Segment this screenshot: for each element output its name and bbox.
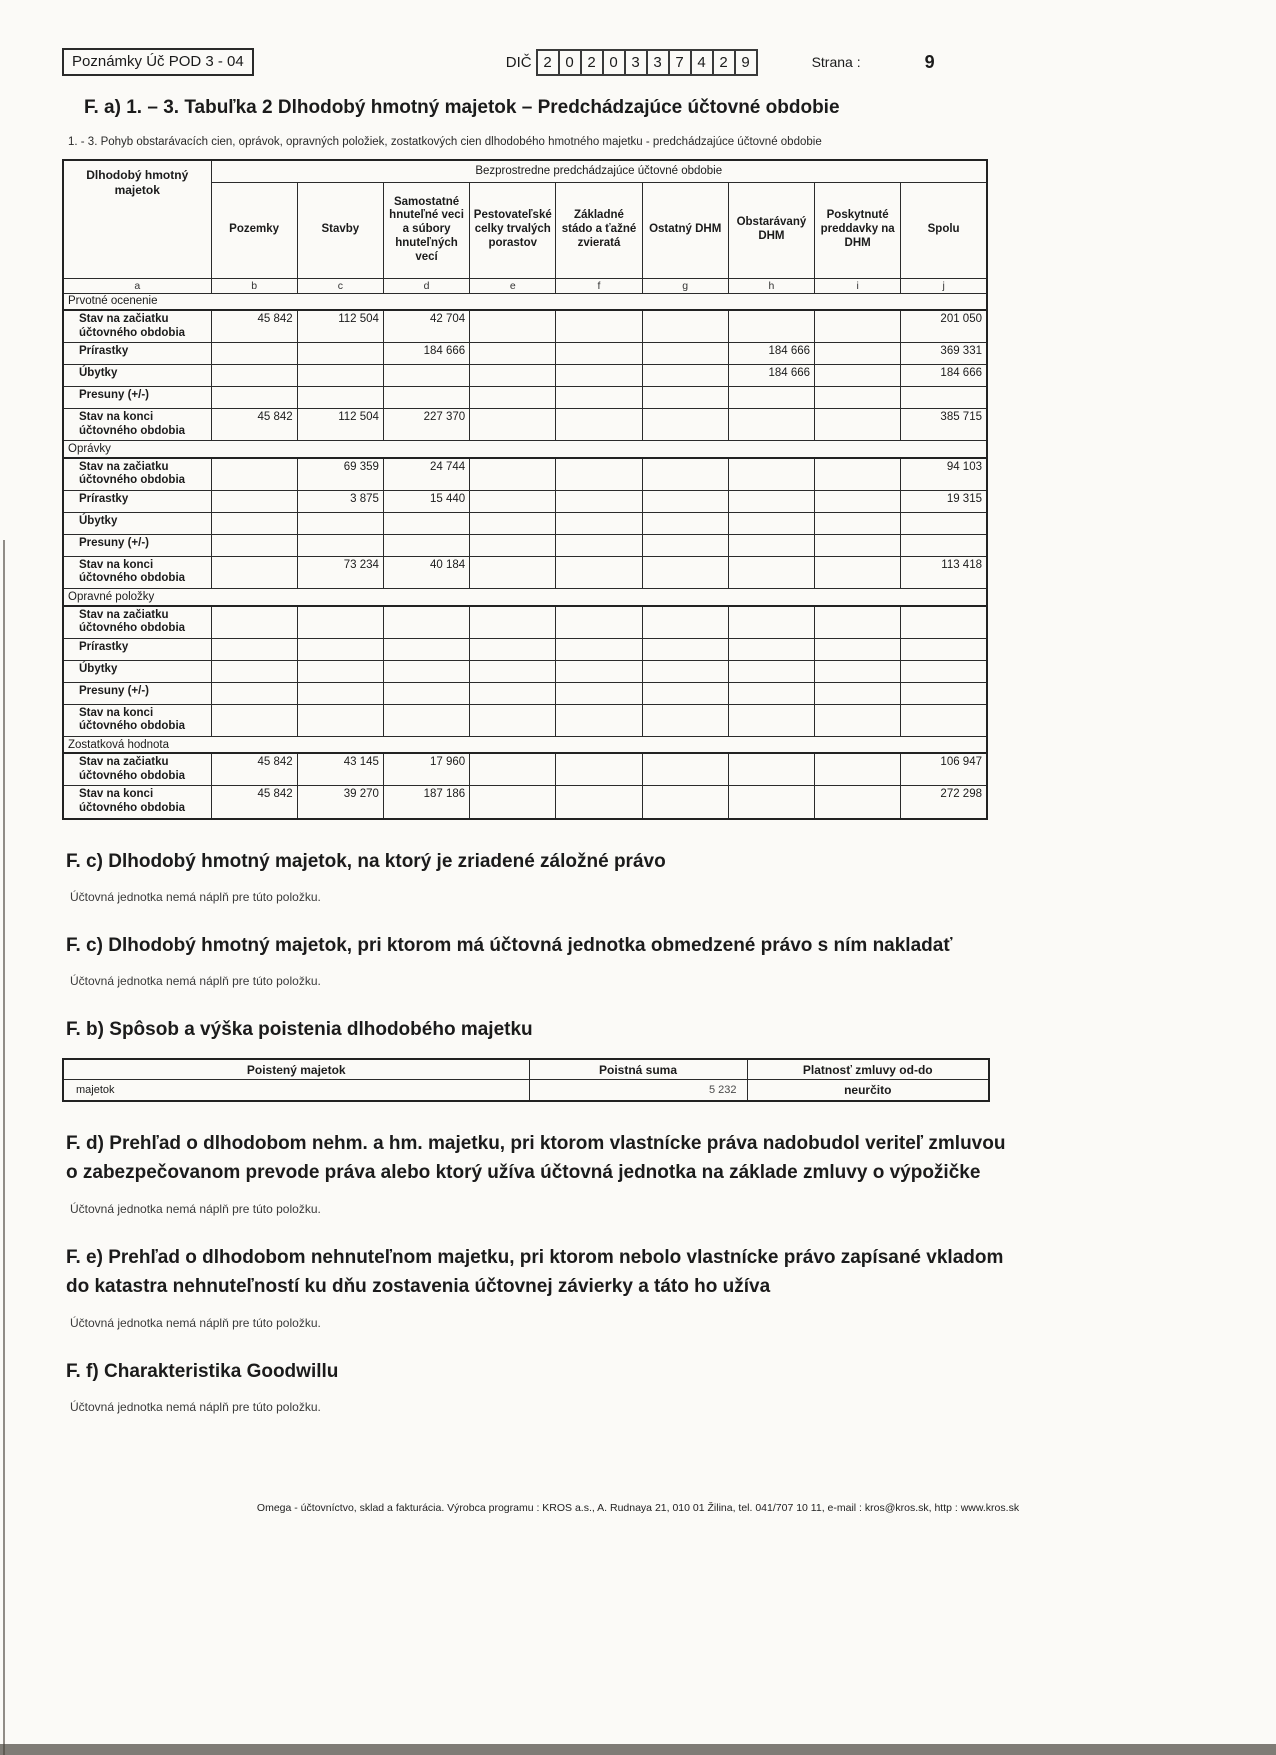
section-row-label: Zostatková hodnota xyxy=(63,736,987,753)
row-label: Stav na začiatku účtovného obdobia xyxy=(63,606,211,639)
table-cell xyxy=(470,365,556,387)
table-row xyxy=(63,534,987,556)
table-cell xyxy=(815,512,901,534)
table-cell xyxy=(470,458,556,491)
table-cell xyxy=(556,556,642,588)
table-cell xyxy=(556,409,642,441)
table-header-row-period xyxy=(63,160,987,182)
table-cell xyxy=(383,682,469,704)
table-cell xyxy=(470,387,556,409)
section-ff-title: F. f) Charakteristika Goodwillu xyxy=(66,1360,339,1382)
dic-digit: 0 xyxy=(602,49,626,76)
table-cell xyxy=(728,534,814,556)
section-ff-note: Účtovná jednotka nemá náplň pre túto položku. xyxy=(70,1400,321,1414)
table-cell xyxy=(642,365,728,387)
table-cell xyxy=(642,682,728,704)
table-cell xyxy=(556,682,642,704)
table-cell: 24 744 xyxy=(383,458,469,491)
insurance-column-header: Poistná suma xyxy=(529,1059,747,1080)
table-cell: 45 842 xyxy=(211,409,297,441)
table-cell xyxy=(815,753,901,786)
table-cell: 369 331 xyxy=(901,343,987,365)
table-cell xyxy=(556,786,642,819)
table-cell xyxy=(901,660,987,682)
section-row xyxy=(63,441,987,458)
table-cell xyxy=(211,704,297,736)
table-cell: 40 184 xyxy=(383,556,469,588)
row-label: Presuny (+/-) xyxy=(63,682,211,704)
table-cell: 112 504 xyxy=(297,310,383,343)
section-fa-subtitle: 1. - 3. Pohyb obstarávacích cien, oprávok, opravných položiek, zostatkových cien dlhodobého hmotného majetku - predchádzajúce účtovné obdobie xyxy=(68,136,822,148)
table-cell xyxy=(815,458,901,491)
insured-asset-cell: majetok xyxy=(63,1080,529,1101)
scan-artifact-bottom-edge xyxy=(0,1744,1276,1755)
table-cell xyxy=(728,660,814,682)
section-fb-title: F. b) Spôsob a výška poistenia dlhodobého majetku xyxy=(66,1019,533,1041)
dic-digit: 0 xyxy=(558,49,582,76)
table-cell xyxy=(211,458,297,491)
row-label: Stav na konci účtovného obdobia xyxy=(63,556,211,588)
section-fc1-title: F. c) Dlhodobý hmotný majetok, na ktorý je zriadené záložné právo xyxy=(66,850,666,872)
table-cell xyxy=(211,534,297,556)
table-cell xyxy=(642,534,728,556)
table-cell: 201 050 xyxy=(901,310,987,343)
table-cell xyxy=(297,365,383,387)
table-cell: 184 666 xyxy=(728,365,814,387)
row-label: Úbytky xyxy=(63,660,211,682)
section-fc2-title: F. c) Dlhodobý hmotný majetok, pri ktorom má účtovná jednotka obmedzené právo s ním nakladať xyxy=(66,934,953,956)
table-cell xyxy=(556,753,642,786)
table-cell xyxy=(470,490,556,512)
column-letter: c xyxy=(297,278,383,293)
column-header: Obstarávaný DHM xyxy=(728,182,814,278)
table-cell xyxy=(901,638,987,660)
table-cell: 45 842 xyxy=(211,310,297,343)
section-row xyxy=(63,736,987,753)
table-row xyxy=(63,310,987,343)
table-cell: 15 440 xyxy=(383,490,469,512)
table-cell: 106 947 xyxy=(901,753,987,786)
dic-digit: 2 xyxy=(580,49,604,76)
table-cell: 187 186 xyxy=(383,786,469,819)
section-row-label: Opravné položky xyxy=(63,589,987,606)
table-cell: 385 715 xyxy=(901,409,987,441)
table-cell xyxy=(728,753,814,786)
table-row xyxy=(63,638,987,660)
column-letter: b xyxy=(211,278,297,293)
table-letter-row xyxy=(63,278,987,293)
table-cell xyxy=(642,606,728,639)
table-row xyxy=(63,409,987,441)
table-row xyxy=(63,660,987,682)
table-cell xyxy=(556,365,642,387)
insurance-sum-cell: 5 232 xyxy=(529,1080,747,1101)
section-fd-note: Účtovná jednotka nemá náplň pre túto položku. xyxy=(70,1201,321,1216)
table-cell: 17 960 xyxy=(383,753,469,786)
table-cell xyxy=(383,606,469,639)
dic-digit: 3 xyxy=(624,49,648,76)
table-cell xyxy=(556,458,642,491)
column-header: Samostatné hnuteľné veci a súbory hnuteľných vecí xyxy=(383,182,469,278)
table-cell xyxy=(470,534,556,556)
table-cell: 42 704 xyxy=(383,310,469,343)
column-letter: d xyxy=(383,278,469,293)
table-cell xyxy=(901,512,987,534)
dic-digit: 3 xyxy=(646,49,670,76)
table-cell xyxy=(642,387,728,409)
strana-label: Strana : xyxy=(811,54,861,70)
table-cell xyxy=(383,704,469,736)
fixed-assets-table xyxy=(62,159,988,820)
table-cell xyxy=(470,638,556,660)
table-cell xyxy=(728,704,814,736)
table-cell xyxy=(297,512,383,534)
table-cell xyxy=(383,387,469,409)
column-letter: i xyxy=(815,278,901,293)
table-cell: 184 666 xyxy=(383,343,469,365)
table-cell xyxy=(815,310,901,343)
table-cell: 69 359 xyxy=(297,458,383,491)
table-row xyxy=(63,786,987,819)
table-cell xyxy=(297,704,383,736)
column-letter: a xyxy=(63,278,211,293)
table-cell xyxy=(815,606,901,639)
table-cell xyxy=(901,534,987,556)
row-label: Prírastky xyxy=(63,490,211,512)
table-cell: 45 842 xyxy=(211,753,297,786)
column-letter: g xyxy=(642,278,728,293)
table-cell xyxy=(728,310,814,343)
table-cell xyxy=(556,638,642,660)
table-row xyxy=(63,490,987,512)
table-cell xyxy=(470,310,556,343)
table-cell xyxy=(901,682,987,704)
section-row xyxy=(63,293,987,310)
column-header: Pozemky xyxy=(211,182,297,278)
column-letter: h xyxy=(728,278,814,293)
column-header: Ostatný DHM xyxy=(642,182,728,278)
table-cell xyxy=(728,387,814,409)
table-cell xyxy=(642,704,728,736)
table-cell xyxy=(815,660,901,682)
column-letter: f xyxy=(556,278,642,293)
table-cell xyxy=(470,343,556,365)
table-row xyxy=(63,682,987,704)
table-cell xyxy=(815,409,901,441)
column-letter: e xyxy=(470,278,556,293)
table-cell xyxy=(728,556,814,588)
table-cell xyxy=(815,365,901,387)
table-cell xyxy=(470,704,556,736)
table-cell xyxy=(470,512,556,534)
table-cell xyxy=(211,638,297,660)
table-cell xyxy=(815,682,901,704)
dic-digit: 2 xyxy=(712,49,736,76)
table-cell xyxy=(211,387,297,409)
table-cell xyxy=(728,682,814,704)
table-cell xyxy=(815,704,901,736)
table-cell xyxy=(383,534,469,556)
section-row-label: Prvotné ocenenie xyxy=(63,293,987,310)
table-cell xyxy=(642,409,728,441)
insurance-data-row xyxy=(63,1080,989,1101)
dic-digit-boxes xyxy=(538,49,758,76)
table-corner-header: Dlhodobý hmotný majetok xyxy=(63,160,211,278)
table-cell xyxy=(901,606,987,639)
table-cell xyxy=(211,343,297,365)
table-row xyxy=(63,512,987,534)
table-cell xyxy=(470,753,556,786)
table-cell xyxy=(556,660,642,682)
dic-digit: 4 xyxy=(690,49,714,76)
table-cell xyxy=(211,490,297,512)
table-cell xyxy=(815,387,901,409)
table-cell xyxy=(642,556,728,588)
table-cell xyxy=(297,343,383,365)
table-cell xyxy=(211,660,297,682)
table-cell xyxy=(642,310,728,343)
table-cell xyxy=(297,534,383,556)
table-cell xyxy=(297,638,383,660)
table-cell: 94 103 xyxy=(901,458,987,491)
table-row xyxy=(63,753,987,786)
table-cell xyxy=(642,458,728,491)
table-cell: 113 418 xyxy=(901,556,987,588)
table-row xyxy=(63,387,987,409)
table-cell xyxy=(901,704,987,736)
table-cell xyxy=(470,409,556,441)
table-cell xyxy=(556,704,642,736)
table-cell xyxy=(211,556,297,588)
table-row xyxy=(63,365,987,387)
page-content xyxy=(62,48,1014,1414)
table-cell xyxy=(556,387,642,409)
table-cell xyxy=(297,606,383,639)
column-header: Stavby xyxy=(297,182,383,278)
table-cell xyxy=(728,512,814,534)
table-cell xyxy=(297,660,383,682)
table-row xyxy=(63,458,987,491)
table-cell: 73 234 xyxy=(297,556,383,588)
table-cell xyxy=(728,458,814,491)
table-cell: 227 370 xyxy=(383,409,469,441)
table-cell xyxy=(728,490,814,512)
table-cell xyxy=(470,786,556,819)
row-label: Prírastky xyxy=(63,343,211,365)
table-cell xyxy=(642,660,728,682)
table-cell xyxy=(470,682,556,704)
table-period-header: Bezprostredne predchádzajúce účtovné obdobie xyxy=(211,160,987,182)
dic-digit: 2 xyxy=(536,49,560,76)
table-cell xyxy=(815,556,901,588)
column-letter: j xyxy=(901,278,987,293)
row-label: Stav na konci účtovného obdobia xyxy=(63,409,211,441)
page-number: 9 xyxy=(924,51,935,72)
row-label: Presuny (+/-) xyxy=(63,534,211,556)
table-row xyxy=(63,704,987,736)
section-row-label: Oprávky xyxy=(63,441,987,458)
table-cell xyxy=(642,753,728,786)
table-cell xyxy=(642,343,728,365)
table-cell xyxy=(815,343,901,365)
page-footer: Omega - účtovníctvo, sklad a fakturácia. Výrobca programu : KROS a.s., A. Rudnaya 21, 010 01 Žilina, tel. 041/707 10 11, e-mail : kros@kros.sk, http : www.kros.sk xyxy=(256,1502,1020,1514)
row-label: Stav na konci účtovného obdobia xyxy=(63,786,211,819)
table-row xyxy=(63,606,987,639)
table-cell xyxy=(470,556,556,588)
row-label: Stav na začiatku účtovného obdobia xyxy=(63,753,211,786)
row-label: Stav na začiatku účtovného obdobia xyxy=(63,458,211,491)
table-cell xyxy=(642,786,728,819)
insurance-column-header: Platnosť zmluvy od-do xyxy=(747,1059,989,1080)
table-cell xyxy=(211,606,297,639)
table-cell xyxy=(728,606,814,639)
section-fc2-note: Účtovná jednotka nemá náplň pre túto položku. xyxy=(70,974,321,989)
row-label: Stav na začiatku účtovného obdobia xyxy=(63,310,211,343)
section-row xyxy=(63,589,987,606)
table-cell: 184 666 xyxy=(901,365,987,387)
insurance-validity-cell: neurčito xyxy=(747,1080,989,1101)
section-fd-title: F. d) Prehľad o dlhodobom nehm. a hm. majetku, pri ktorom vlastnícke práva nadobudol veriteľ zmluvou o zabezpečovanom prevode práva alebo ktorý užíva účtovná jednotka na základe zmluvy o výpožičke xyxy=(66,1132,1006,1184)
column-header: Pestovateľské celky trvalých porastov xyxy=(470,182,556,278)
table-cell xyxy=(383,365,469,387)
table-cell: 3 875 xyxy=(297,490,383,512)
table-cell xyxy=(815,786,901,819)
row-label: Úbytky xyxy=(63,365,211,387)
section-fe-note: Účtovná jednotka nemá náplň pre túto položku. xyxy=(70,1315,321,1330)
table-cell xyxy=(556,490,642,512)
table-cell xyxy=(901,387,987,409)
table-cell xyxy=(642,490,728,512)
table-cell xyxy=(556,512,642,534)
dic-digit: 9 xyxy=(734,49,758,76)
table-cell xyxy=(642,512,728,534)
table-cell xyxy=(470,606,556,639)
column-header: Poskytnuté preddavky na DHM xyxy=(815,182,901,278)
table-cell xyxy=(815,534,901,556)
table-cell: 272 298 xyxy=(901,786,987,819)
table-row xyxy=(63,343,987,365)
insurance-table xyxy=(62,1058,990,1102)
table-cell xyxy=(297,387,383,409)
table-cell: 19 315 xyxy=(901,490,987,512)
table-cell xyxy=(728,786,814,819)
section-fc1-note: Účtovná jednotka nemá náplň pre túto položku. xyxy=(70,889,321,904)
table-cell: 184 666 xyxy=(728,343,814,365)
table-cell xyxy=(383,660,469,682)
table-cell xyxy=(556,606,642,639)
page-header xyxy=(62,48,1014,76)
table-cell xyxy=(556,534,642,556)
table-cell xyxy=(815,490,901,512)
table-cell xyxy=(211,512,297,534)
insurance-column-header: Poistený majetok xyxy=(63,1059,529,1080)
table-cell: 45 842 xyxy=(211,786,297,819)
table-cell xyxy=(470,660,556,682)
dic-label: DIČ xyxy=(505,53,532,71)
table-cell xyxy=(383,512,469,534)
column-header: Spolu xyxy=(901,182,987,278)
table-cell: 39 270 xyxy=(297,786,383,819)
section-fe-title: F. e) Prehľad o dlhodobom nehnuteľnom majetku, pri ktorom nebolo vlastnícke právo zapísané vkladom do katastra nehnuteľností ku dňu zostavenia účtovnej závierky a táto ho užíva xyxy=(66,1246,1004,1298)
section-fa-title: F. a) 1. – 3. Tabuľka 2 Dlhodobý hmotný majetok – Predchádzajúce účtovné obdobie xyxy=(84,97,840,118)
table-cell xyxy=(211,682,297,704)
table-cell: 43 145 xyxy=(297,753,383,786)
insurance-header-row xyxy=(63,1059,989,1080)
dic-digit: 7 xyxy=(668,49,692,76)
table-row xyxy=(63,556,987,588)
row-label: Úbytky xyxy=(63,512,211,534)
table-cell xyxy=(815,638,901,660)
row-label: Stav na konci účtovného obdobia xyxy=(63,704,211,736)
scan-artifact-left-edge xyxy=(3,540,5,1755)
table-cell: 112 504 xyxy=(297,409,383,441)
column-header: Základné stádo a ťažné zvieratá xyxy=(556,182,642,278)
table-cell xyxy=(728,409,814,441)
table-cell xyxy=(297,682,383,704)
table-cell xyxy=(211,365,297,387)
form-id-box: Poznámky Úč POD 3 - 04 xyxy=(62,48,254,76)
row-label: Prírastky xyxy=(63,638,211,660)
table-cell xyxy=(383,638,469,660)
row-label: Presuny (+/-) xyxy=(63,387,211,409)
table-cell xyxy=(556,343,642,365)
dic-group xyxy=(506,49,758,76)
table-cell xyxy=(642,638,728,660)
table-cell xyxy=(556,310,642,343)
table-cell xyxy=(728,638,814,660)
